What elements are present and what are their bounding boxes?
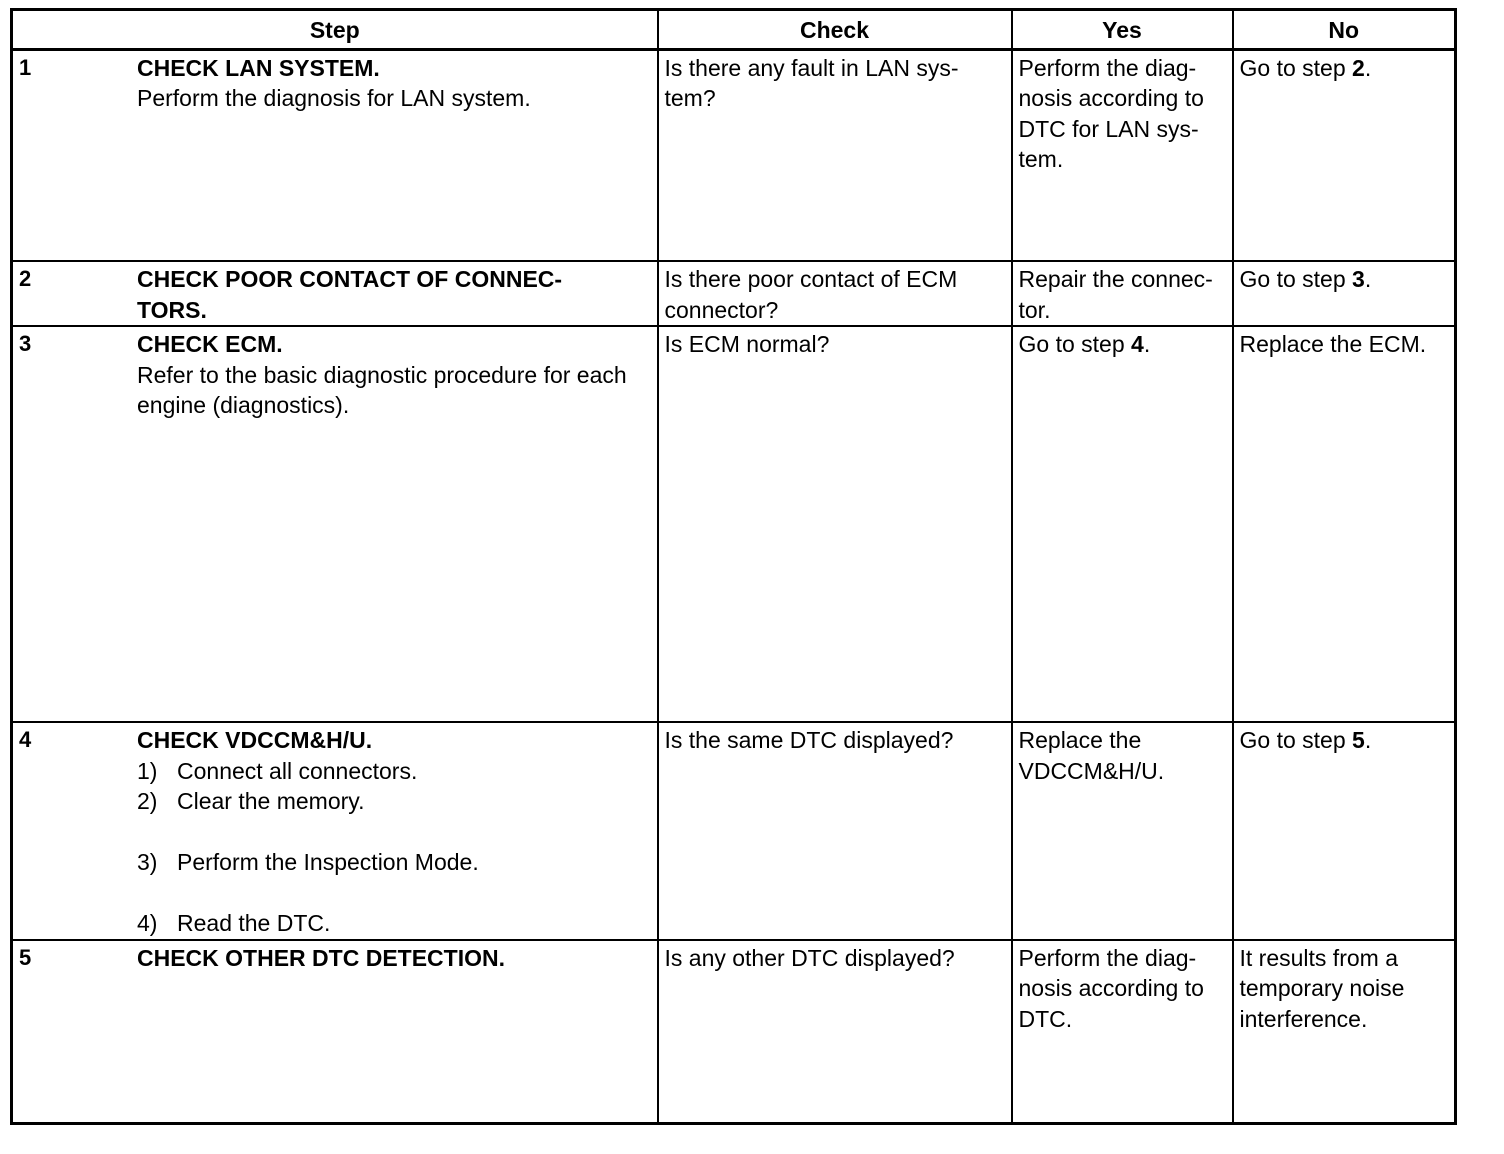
sub-step-number: 1) [137,757,158,784]
yes-text: Repair the connec- tor. [1018,266,1213,323]
yes-text: Perform the diag- nosis according to DTC. [1018,944,1204,1032]
sub-step-number: 4) [137,910,158,936]
step-number: 1 [19,54,32,80]
table-row [12,326,1456,722]
step-title: CHECK LAN SYSTEM. [137,54,380,81]
sub-step-number: 2) [137,788,158,814]
step-number: 4 [19,727,32,752]
yes-cell [1012,940,1233,1124]
check-cell [658,722,1012,940]
sub-step-text: Connect all connectors. [177,757,418,784]
step-title: CHECK VDCCM&H/U. [137,727,373,753]
check-cell [658,261,1012,326]
spacer [137,878,651,909]
check-text: Is ECM normal? [664,331,830,357]
step-title: CHECK ECM. [137,331,283,357]
check-text: Is any other DTC displayed? [664,944,955,971]
yes-cell [1012,722,1233,940]
step-number: 5 [19,944,32,970]
step-cell [12,722,658,940]
diagnostic-table [10,8,1457,1125]
spacer [137,817,651,848]
header-yes: Yes [1012,10,1233,50]
yes-step-ref: 4 [1131,331,1144,357]
step-description: Refer to the basic diagnostic procedure for each engine (diagnostics). [137,361,627,418]
check-cell [658,326,1012,722]
sub-step-list [137,756,651,939]
step-description: Perform the diagnosis for LAN system. [137,85,531,111]
yes-text: Perform the diag- nosis according to DTC for LAN sys- tem. [1018,54,1204,172]
sub-step [137,847,651,878]
step-title: CHECK POOR CONTACT OF CONNEC- TORS. [137,266,563,323]
table-row [12,49,1456,261]
table-row [12,722,1456,940]
sub-step-text: Perform the Inspection Mode. [177,849,479,875]
no-step-ref: 3 [1352,266,1365,292]
no-cell [1233,722,1456,940]
sub-step-number: 3) [137,849,158,875]
step-cell [12,326,658,722]
header-no: No [1233,10,1456,50]
step-number: 2 [19,266,32,291]
yes-text: Replace the VDCCM&H/U. [1018,727,1165,784]
check-cell [658,49,1012,261]
yes-text-suffix: . [1143,331,1151,357]
sub-step-text: Read the DTC. [177,910,331,936]
no-text-suffix: . [1364,266,1372,292]
no-cell [1233,940,1456,1124]
no-step-ref: 2 [1352,54,1365,81]
step-cell [12,261,658,326]
no-text: Replace the ECM. [1239,331,1427,357]
sub-step [137,756,651,787]
no-text-suffix: . [1364,727,1372,753]
header-row [12,10,1456,50]
step-cell [12,49,658,261]
no-text-prefix: Go to step [1239,54,1353,81]
yes-cell [1012,261,1233,326]
yes-text-prefix: Go to step [1018,331,1132,357]
yes-cell [1012,49,1233,261]
check-text: Is there any fault in LAN sys- tem? [664,54,959,111]
check-text: Is the same DTC displayed? [664,727,954,753]
header-check: Check [658,10,1012,50]
yes-cell [1012,326,1233,722]
no-cell [1233,49,1456,261]
no-text: It results from a temporary noise interference. [1239,944,1405,1032]
check-text: Is there poor contact of ECM connector? [664,266,958,323]
sub-step-text: Clear the memory. [177,788,365,814]
check-cell [658,940,1012,1124]
table-row [12,261,1456,326]
no-cell [1233,326,1456,722]
step-title: CHECK OTHER DTC DETECTION. [137,944,505,971]
no-text-suffix: . [1364,54,1372,81]
sub-step [137,908,651,939]
sub-step [137,786,651,817]
step-number: 3 [19,331,32,356]
no-step-ref: 5 [1352,727,1365,753]
table-row [12,940,1456,1124]
no-cell [1233,261,1456,326]
step-cell [12,940,658,1124]
no-text-prefix: Go to step [1239,727,1353,753]
header-step: Step [12,10,658,50]
no-text-prefix: Go to step [1239,266,1353,292]
